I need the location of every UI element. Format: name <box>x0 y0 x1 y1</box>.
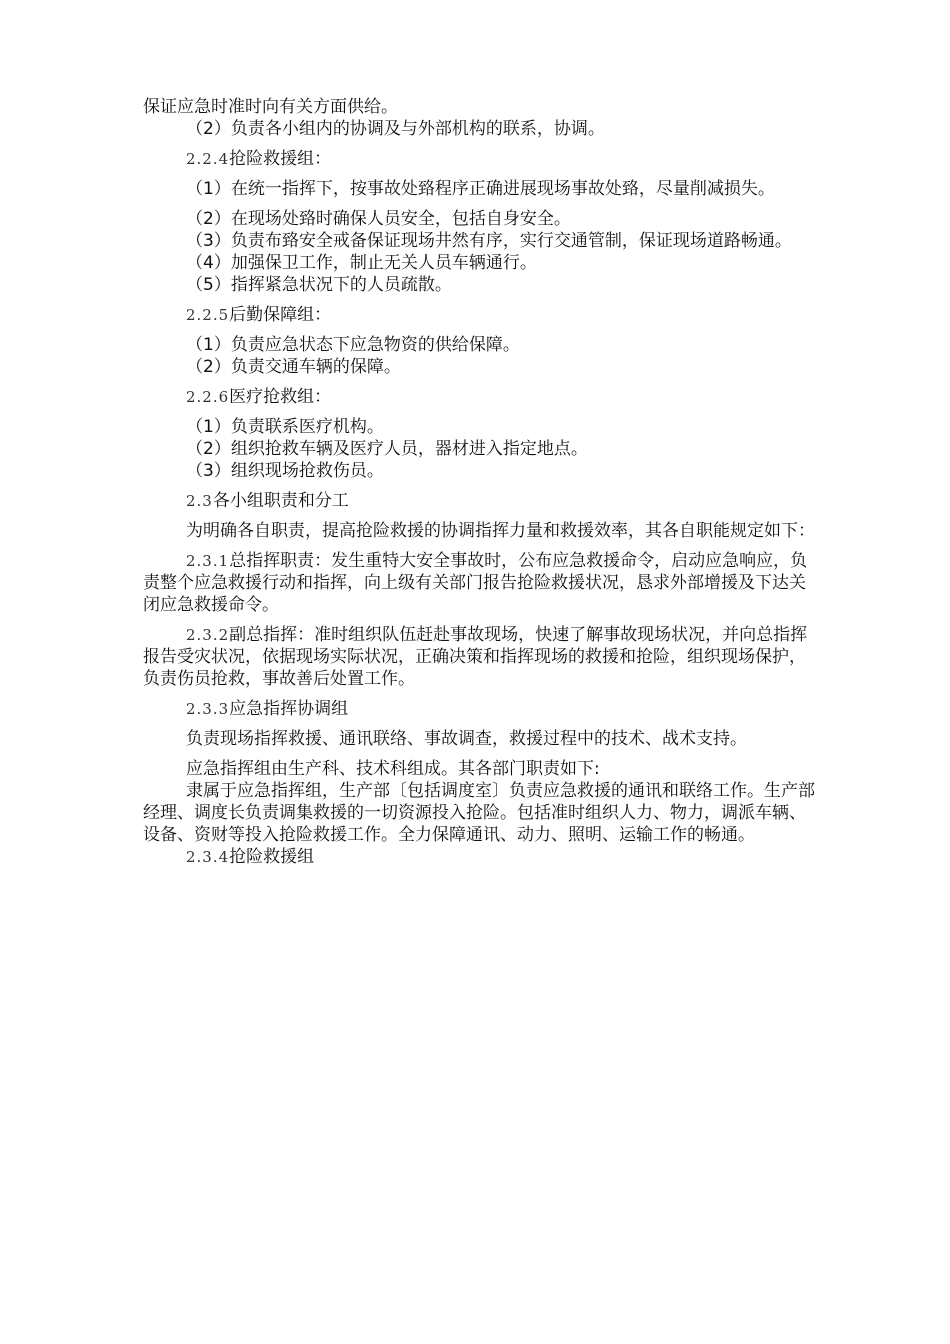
section-heading <box>143 846 815 868</box>
list-item: （1）在统一指挥下，按事故处臵程序正确进展现场事故处臵，尽量削减损失。 <box>186 179 775 199</box>
list-item: （2）在现场处臵时确保人员安全，包括自身安全。 <box>186 209 571 229</box>
section-number: 2.2.5 <box>186 306 230 324</box>
section-heading <box>143 698 815 720</box>
section-number: 2.3.3 <box>186 700 230 718</box>
paragraph: 保证应急时准时向有关方面供给。 <box>143 97 398 117</box>
list-item: （4）加强保卫工作，制止无关人员车辆通行。 <box>186 253 537 273</box>
section-paragraph <box>143 550 815 616</box>
list-item: （3）组织现场抢救伤员。 <box>186 461 384 481</box>
paragraph: 为明确各自职责，提高抢险救援的协调指挥力量和救援效率，其各自职能规定如下： <box>186 521 815 541</box>
section-heading <box>143 148 815 170</box>
list-item: （5）指挥紧急状况下的人员疏散。 <box>186 275 452 295</box>
list-item: （2）组织抢救车辆及医疗人员，器材进入指定地点。 <box>186 439 588 459</box>
list-item: （2）负责交通车辆的保障。 <box>186 357 401 377</box>
section-title: 医疗抢救组： <box>229 387 332 407</box>
list-item: （1）负责应急状态下应急物资的供给保障。 <box>186 335 520 355</box>
paragraph: 隶属于应急指挥组，生产部〔包括调度室〕负责应急救援的通讯和联络工作。生产部经理、调度长负责调集救援的一切资源投入抢险。包括准时组织人力、物力，调派车辆、设备、资财等投入抢险救援工作。全力保障通讯、动力、照明、运输工作的畅通。 <box>143 781 815 845</box>
section-heading <box>143 386 815 408</box>
section-number: 2.2.4 <box>186 150 230 168</box>
section-number: 2.3.1 <box>186 552 230 570</box>
section-number: 2.3.4 <box>186 848 230 866</box>
section-number: 2.2.6 <box>186 388 230 406</box>
document-body <box>143 96 815 868</box>
section-paragraph <box>143 624 815 690</box>
section-heading <box>143 490 815 512</box>
section-title: 应急指挥协调组 <box>229 699 349 719</box>
section-text: 副总指挥：准时组织队伍赶赴事故现场，快速了解事故现场状况，并向总指挥报告受灾状况，依据现场实际状况，正确决策和指挥现场的救援和抢险，组织现场保护，负责伤员抢救，事故善后处置工作。 <box>143 625 808 689</box>
section-text: 总指挥职责：发生重特大安全事故时，公布应急救援命令，启动应急响应，负责整个应急救援行动和指挥，向上级有关部门报告抢险救援状况，恳求外部增援及下达关闭应急救援命令。 <box>143 551 808 615</box>
list-item: （1）负责联系医疗机构。 <box>186 417 384 437</box>
list-item: （3）负责布臵安全戒备保证现场井然有序，实行交通管制，保证现场道路畅通。 <box>186 231 792 251</box>
section-title: 抢险救援组 <box>229 847 315 867</box>
section-heading <box>143 304 815 326</box>
section-title: 后勤保障组： <box>229 305 332 325</box>
section-title: 抢险救援组： <box>229 149 332 169</box>
paragraph: 应急指挥组由生产科、技术科组成。其各部门职责如下: <box>186 759 600 779</box>
section-title: 各小组职责和分工 <box>212 491 349 511</box>
paragraph: 负责现场指挥救援、通讯联络、事故调查，救援过程中的技术、战术支持。 <box>186 729 747 749</box>
list-item: （2）负责各小组内的协调及与外部机构的联系，协调。 <box>186 119 605 139</box>
section-number: 2.3 <box>186 492 213 510</box>
section-number: 2.3.2 <box>186 626 230 644</box>
